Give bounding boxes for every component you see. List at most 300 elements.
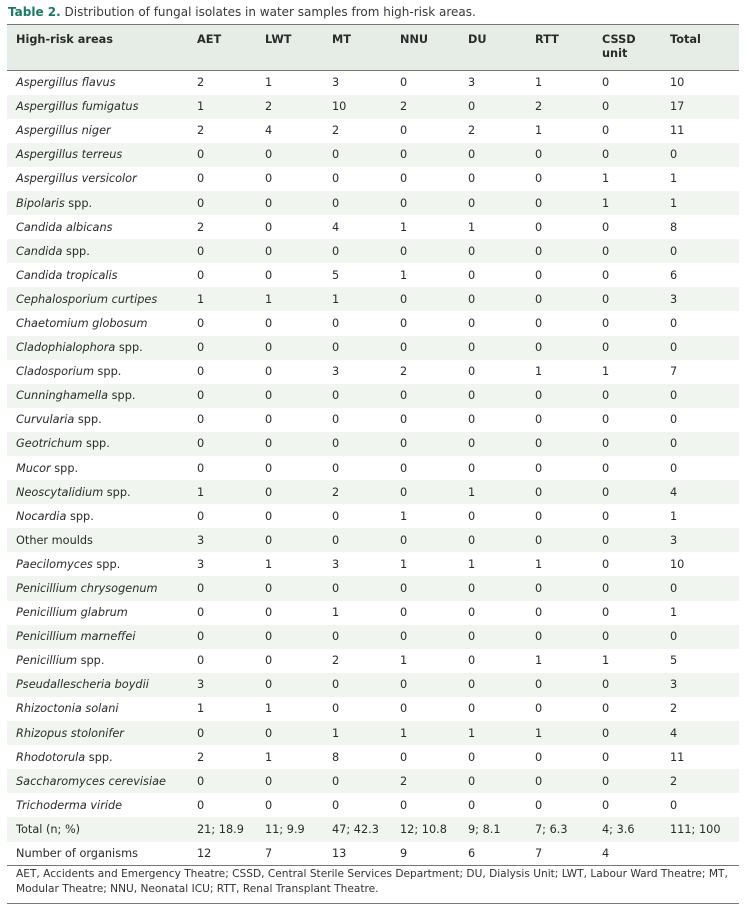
cell-du: 9; 8.1 — [468, 817, 535, 841]
row-label — [7, 311, 197, 335]
cell-mt: 47; 42.3 — [332, 817, 400, 841]
cell-nnu: 0 — [400, 673, 468, 697]
cell-total: 7 — [670, 365, 678, 379]
cell-nnu: 0 — [400, 143, 468, 167]
cell-du: 0 — [468, 702, 476, 716]
cell-lwt: 0 — [265, 509, 273, 523]
cell-mt: 0 — [332, 384, 400, 408]
cell-lwt: 1 — [265, 76, 273, 90]
cell-du: 0 — [468, 95, 535, 119]
cell-du: 6 — [468, 842, 535, 866]
header-lwt: LWT — [265, 25, 332, 71]
cell-du: 0 — [468, 606, 476, 620]
cell-cssd-unit: 1 — [602, 654, 610, 668]
cell-du: 0 — [468, 461, 476, 475]
row-label — [7, 673, 197, 697]
row-label-name: Cephalosporium curtipes — [16, 292, 158, 306]
cell-nnu: 1 — [400, 509, 408, 523]
cell-rtt: 1 — [535, 124, 543, 138]
row-label — [7, 215, 197, 239]
cell-total: 0 — [670, 143, 739, 167]
row-label-name: Candida albicans — [16, 220, 113, 234]
header-aet: AET — [197, 25, 265, 71]
cell-total: 0 — [670, 461, 678, 475]
cell-rtt: 1 — [535, 721, 602, 745]
cell-nnu: 0 — [400, 316, 408, 330]
row-label-name: Neoscytalidium — [16, 485, 104, 499]
row-label-suffix: spp. — [50, 461, 79, 475]
cell-nnu: 0 — [400, 124, 408, 138]
table-row — [7, 384, 739, 408]
row-label — [7, 71, 197, 95]
cell-cssd-unit: 0 — [602, 143, 670, 167]
table-caption — [8, 5, 476, 19]
cell-nnu: 1 — [400, 721, 468, 745]
cell-aet: 0 — [197, 432, 265, 456]
cell-mt: 5 — [332, 268, 340, 282]
cell-cssd-unit: 1 — [602, 365, 610, 379]
cell-cssd-unit: 0 — [602, 287, 670, 311]
cell-du: 0 — [468, 384, 535, 408]
cell-nnu: 0 — [400, 702, 408, 716]
cell-rtt: 0 — [535, 220, 543, 234]
cell-rtt: 0 — [535, 625, 602, 649]
row-label — [7, 336, 197, 360]
cell-cssd-unit: 1 — [602, 191, 670, 215]
cell-total: 1 — [670, 509, 678, 523]
cell-aet: 1 — [197, 480, 265, 504]
table-row — [7, 480, 739, 504]
cell-cssd-unit: 0 — [602, 461, 610, 475]
row-label — [7, 745, 197, 769]
row-label-name: Penicillium — [16, 654, 77, 668]
row-label-suffix: spp. — [93, 365, 122, 379]
row-label-name: Curvularia — [16, 413, 75, 427]
row-label — [7, 576, 197, 600]
header-mt: MT — [332, 25, 400, 71]
table-caption-label: Table 2. — [8, 5, 61, 19]
cell-lwt: 4 — [265, 124, 273, 138]
cell-du: 3 — [468, 76, 476, 90]
table-row — [7, 504, 739, 528]
cell-lwt: 1 — [265, 557, 273, 571]
table-row — [7, 167, 739, 191]
cell-mt: 1 — [332, 721, 400, 745]
row-label — [7, 119, 197, 143]
row-label-name: Other moulds — [16, 533, 93, 547]
cell-total: 10 — [670, 557, 685, 571]
header-cssd-unit: CSSD unit — [602, 25, 670, 71]
cell-mt: 3 — [332, 557, 340, 571]
cell-lwt: 1 — [265, 287, 332, 311]
cell-mt: 2 — [332, 654, 340, 668]
cell-rtt: 0 — [535, 239, 602, 263]
cell-mt: 3 — [332, 365, 340, 379]
cell-mt: 0 — [332, 673, 400, 697]
table-body — [7, 71, 739, 866]
table-row — [7, 287, 739, 311]
cell-lwt: 0 — [265, 143, 332, 167]
cell-cssd-unit: 0 — [602, 673, 670, 697]
header-total: Total — [670, 25, 739, 71]
cell-aet: 0 — [197, 143, 265, 167]
table-row — [7, 649, 739, 673]
cell-rtt: 0 — [535, 509, 543, 523]
table-row — [7, 576, 739, 600]
cell-mt: 0 — [332, 413, 340, 427]
cell-du: 0 — [468, 365, 476, 379]
cell-cssd-unit: 4 — [602, 842, 670, 866]
cell-lwt: 0 — [265, 336, 332, 360]
cell-aet: 12 — [197, 842, 265, 866]
cell-lwt: 0 — [265, 316, 273, 330]
cell-rtt: 0 — [535, 316, 543, 330]
fungal-isolates-table-container — [7, 24, 739, 866]
cell-mt: 0 — [332, 769, 400, 793]
cell-nnu: 0 — [400, 625, 468, 649]
cell-total: 0 — [670, 239, 739, 263]
cell-du: 0 — [468, 673, 535, 697]
cell-cssd-unit: 0 — [602, 432, 670, 456]
cell-du: 0 — [468, 316, 476, 330]
cell-du: 0 — [468, 191, 535, 215]
cell-aet: 0 — [197, 268, 205, 282]
cell-mt: 0 — [332, 172, 340, 186]
table-header-row — [7, 25, 739, 71]
cell-lwt: 0 — [265, 480, 332, 504]
cell-total: 4 — [670, 480, 739, 504]
cell-lwt: 0 — [265, 576, 332, 600]
row-label-name: Chaetomium globosum — [16, 316, 148, 330]
cell-total: 10 — [670, 76, 685, 90]
row-label-name: Geotrichum — [16, 437, 83, 451]
row-label-suffix: spp. — [64, 196, 93, 210]
row-label-name: Cunninghamella — [16, 389, 109, 403]
cell-rtt: 0 — [535, 480, 602, 504]
table-row — [7, 432, 739, 456]
cell-cssd-unit: 0 — [602, 509, 610, 523]
row-label — [7, 167, 197, 191]
cell-lwt: 0 — [265, 673, 332, 697]
table-row — [7, 336, 739, 360]
cell-nnu: 12; 10.8 — [400, 817, 468, 841]
cell-lwt: 0 — [265, 413, 273, 427]
cell-du: 0 — [468, 287, 535, 311]
cell-du: 0 — [468, 268, 476, 282]
row-label — [7, 504, 197, 528]
cell-du: 0 — [468, 432, 535, 456]
cell-total: 0 — [670, 625, 739, 649]
cell-nnu: 0 — [400, 576, 468, 600]
cell-rtt: 0 — [535, 336, 602, 360]
cell-cssd-unit: 0 — [602, 124, 610, 138]
bottom-rule — [7, 903, 739, 904]
cell-rtt: 1 — [535, 557, 543, 571]
row-label-name: Rhizoctonia solani — [16, 702, 119, 716]
cell-aet: 0 — [197, 365, 205, 379]
table-row — [7, 793, 739, 817]
cell-mt: 0 — [332, 316, 340, 330]
cell-lwt: 0 — [265, 191, 332, 215]
cell-du: 0 — [468, 509, 476, 523]
cell-lwt: 0 — [265, 721, 332, 745]
cell-lwt: 11; 9.9 — [265, 817, 332, 841]
table-row — [7, 95, 739, 119]
cell-du: 0 — [468, 143, 535, 167]
cell-nnu: 1 — [400, 220, 408, 234]
table-row — [7, 360, 739, 384]
row-label-suffix: spp. — [74, 413, 102, 427]
cell-mt: 0 — [332, 239, 400, 263]
cell-cssd-unit: 0 — [602, 76, 610, 90]
cell-total: 0 — [670, 336, 739, 360]
cell-lwt: 0 — [265, 798, 273, 812]
cell-du: 0 — [468, 239, 535, 263]
cell-cssd-unit: 0 — [602, 480, 670, 504]
row-label — [7, 721, 197, 745]
table-row — [7, 311, 739, 335]
table-row — [7, 601, 739, 625]
cell-nnu: 1 — [400, 557, 408, 571]
cell-total: 11 — [670, 124, 685, 138]
cell-aet: 0 — [197, 384, 265, 408]
row-label-name: Paecilomyces — [16, 557, 93, 571]
row-label-name: Mucor — [16, 461, 51, 475]
row-label-name: Trichoderma viride — [16, 798, 123, 812]
cell-du: 0 — [468, 336, 535, 360]
table-row — [7, 71, 739, 95]
cell-nnu: 0 — [400, 239, 468, 263]
cell-nnu: 2 — [400, 95, 468, 119]
cell-cssd-unit: 0 — [602, 576, 670, 600]
cell-rtt: 1 — [535, 365, 543, 379]
cell-lwt: 1 — [265, 750, 273, 764]
cell-total: 3 — [670, 528, 739, 552]
row-label — [7, 793, 197, 817]
row-label-suffix: spp. — [92, 557, 121, 571]
cell-rtt: 0 — [535, 702, 543, 716]
cell-nnu: 0 — [400, 528, 468, 552]
row-label — [7, 649, 197, 673]
cell-aet: 0 — [197, 798, 205, 812]
cell-lwt: 0 — [265, 268, 273, 282]
row-label-suffix: spp. — [103, 485, 131, 499]
cell-total: 2 — [670, 702, 678, 716]
cell-cssd-unit: 0 — [602, 336, 670, 360]
row-label — [7, 263, 197, 287]
cell-rtt: 7; 6.3 — [535, 817, 602, 841]
cell-cssd-unit: 0 — [602, 798, 610, 812]
cell-mt: 1 — [332, 606, 340, 620]
cell-rtt: 0 — [535, 461, 543, 475]
cell-lwt: 2 — [265, 95, 332, 119]
cell-aet: 2 — [197, 76, 205, 90]
table-row — [7, 456, 739, 480]
cell-lwt: 0 — [265, 384, 332, 408]
cell-mt: 10 — [332, 95, 400, 119]
cell-mt: 2 — [332, 124, 340, 138]
cell-cssd-unit: 0 — [602, 384, 670, 408]
row-label-name: Total (n; %) — [16, 822, 81, 836]
cell-aet: 0 — [197, 191, 265, 215]
cell-du: 0 — [468, 172, 476, 186]
cell-du: 0 — [468, 750, 476, 764]
cell-cssd-unit: 1 — [602, 172, 610, 186]
cell-lwt: 0 — [265, 220, 273, 234]
cell-rtt: 0 — [535, 413, 543, 427]
cell-cssd-unit: 0 — [602, 769, 670, 793]
cell-lwt: 0 — [265, 461, 273, 475]
row-label — [7, 842, 197, 866]
row-label-suffix: spp. — [62, 244, 90, 258]
row-label-suffix: spp. — [77, 654, 105, 668]
cell-cssd-unit: 0 — [602, 528, 670, 552]
row-label-name: Rhodotorula — [16, 750, 86, 764]
cell-mt: 0 — [332, 509, 340, 523]
cell-rtt: 0 — [535, 576, 602, 600]
cell-du: 1 — [468, 220, 476, 234]
cell-lwt: 0 — [265, 528, 332, 552]
cell-lwt: 0 — [265, 606, 273, 620]
cell-cssd-unit: 0 — [602, 316, 610, 330]
row-label — [7, 143, 197, 167]
cell-total: 1 — [670, 191, 739, 215]
cell-du: 0 — [468, 576, 535, 600]
table-row — [7, 817, 739, 841]
row-label-name: Aspergillus fumigatus — [16, 100, 139, 114]
table-row — [7, 769, 739, 793]
cell-cssd-unit: 0 — [602, 268, 610, 282]
cell-nnu: 0 — [400, 606, 408, 620]
cell-rtt: 0 — [535, 191, 602, 215]
row-label-suffix: spp. — [108, 389, 136, 403]
row-label-name: Candida — [16, 244, 63, 258]
cell-nnu: 2 — [400, 769, 468, 793]
row-label-name: Penicillium glabrum — [16, 606, 128, 620]
cell-rtt: 7 — [535, 842, 602, 866]
cell-du: 1 — [468, 480, 535, 504]
cell-lwt: 0 — [265, 172, 273, 186]
cell-mt: 0 — [332, 798, 340, 812]
cell-aet: 0 — [197, 461, 205, 475]
table-row — [7, 191, 739, 215]
row-label-name: Aspergillus niger — [16, 124, 111, 138]
cell-total: 1 — [670, 172, 678, 186]
row-label — [7, 601, 197, 625]
row-label-name: Aspergillus flavus — [16, 76, 116, 90]
cell-total: 17 — [670, 95, 739, 119]
cell-nnu: 1 — [400, 268, 408, 282]
cell-mt: 4 — [332, 220, 340, 234]
cell-aet: 0 — [197, 769, 265, 793]
table-row — [7, 745, 739, 769]
cell-nnu: 0 — [400, 750, 408, 764]
cell-cssd-unit: 0 — [602, 557, 610, 571]
cell-lwt: 0 — [265, 625, 332, 649]
cell-rtt: 0 — [535, 750, 543, 764]
cell-lwt: 0 — [265, 432, 332, 456]
row-label-name: Cladosporium — [16, 365, 94, 379]
row-label — [7, 817, 197, 841]
cell-rtt: 0 — [535, 673, 602, 697]
table-row — [7, 552, 739, 576]
cell-rtt: 0 — [535, 384, 602, 408]
cell-total: 0 — [670, 432, 739, 456]
cell-rtt: 2 — [535, 95, 602, 119]
cell-du: 1 — [468, 557, 476, 571]
cell-aet: 3 — [197, 673, 265, 697]
row-label-suffix: spp. — [115, 341, 143, 355]
row-label-suffix: spp. — [85, 750, 113, 764]
cell-total: 4 — [670, 721, 739, 745]
row-label — [7, 191, 197, 215]
row-label — [7, 432, 197, 456]
cell-rtt: 0 — [535, 528, 602, 552]
row-label-name: Number of organisms — [16, 846, 138, 860]
cell-du: 2 — [468, 124, 476, 138]
row-label-name: Penicillium chrysogenum — [16, 582, 158, 596]
cell-cssd-unit: 0 — [602, 606, 610, 620]
cell-nnu: 0 — [400, 287, 468, 311]
fungal-isolates-table — [7, 24, 739, 866]
cell-lwt: 1 — [265, 702, 273, 716]
cell-nnu: 0 — [400, 461, 408, 475]
cell-aet: 0 — [197, 721, 265, 745]
cell-rtt: 1 — [535, 76, 543, 90]
cell-lwt: 7 — [265, 842, 332, 866]
table-row — [7, 119, 739, 143]
cell-aet: 21; 18.9 — [197, 817, 265, 841]
row-label-suffix: spp. — [82, 437, 110, 451]
cell-total: 6 — [670, 268, 678, 282]
row-label-name: Aspergillus versicolor — [16, 172, 137, 186]
row-label — [7, 697, 197, 721]
cell-total: 2 — [670, 769, 739, 793]
cell-total: 0 — [670, 384, 739, 408]
table-row — [7, 673, 739, 697]
cell-mt: 0 — [332, 143, 400, 167]
cell-nnu: 0 — [400, 798, 408, 812]
cell-aet: 3 — [197, 557, 205, 571]
row-label-name: Nocardia — [16, 509, 67, 523]
cell-rtt: 1 — [535, 654, 543, 668]
cell-mt: 0 — [332, 528, 400, 552]
cell-nnu: 0 — [400, 172, 408, 186]
cell-mt: 0 — [332, 576, 400, 600]
cell-aet: 0 — [197, 509, 205, 523]
row-label — [7, 360, 197, 384]
cell-aet: 0 — [197, 336, 265, 360]
cell-nnu: 0 — [400, 384, 468, 408]
cell-total — [670, 842, 739, 866]
cell-cssd-unit: 0 — [602, 220, 610, 234]
cell-du: 1 — [468, 721, 535, 745]
cell-nnu: 9 — [400, 842, 468, 866]
cell-du: 0 — [468, 528, 535, 552]
row-label-suffix: spp. — [66, 509, 94, 523]
row-label-name: Rhizopus stolonifer — [16, 726, 124, 740]
cell-cssd-unit: 4; 3.6 — [602, 817, 670, 841]
cell-du: 0 — [468, 654, 476, 668]
cell-total: 0 — [670, 798, 678, 812]
cell-aet: 3 — [197, 528, 265, 552]
cell-rtt: 0 — [535, 143, 602, 167]
header-high-risk-areas: High-risk areas — [7, 25, 197, 71]
cell-aet: 2 — [197, 124, 205, 138]
cell-cssd-unit: 0 — [602, 239, 670, 263]
cell-rtt: 0 — [535, 432, 602, 456]
table-row — [7, 625, 739, 649]
